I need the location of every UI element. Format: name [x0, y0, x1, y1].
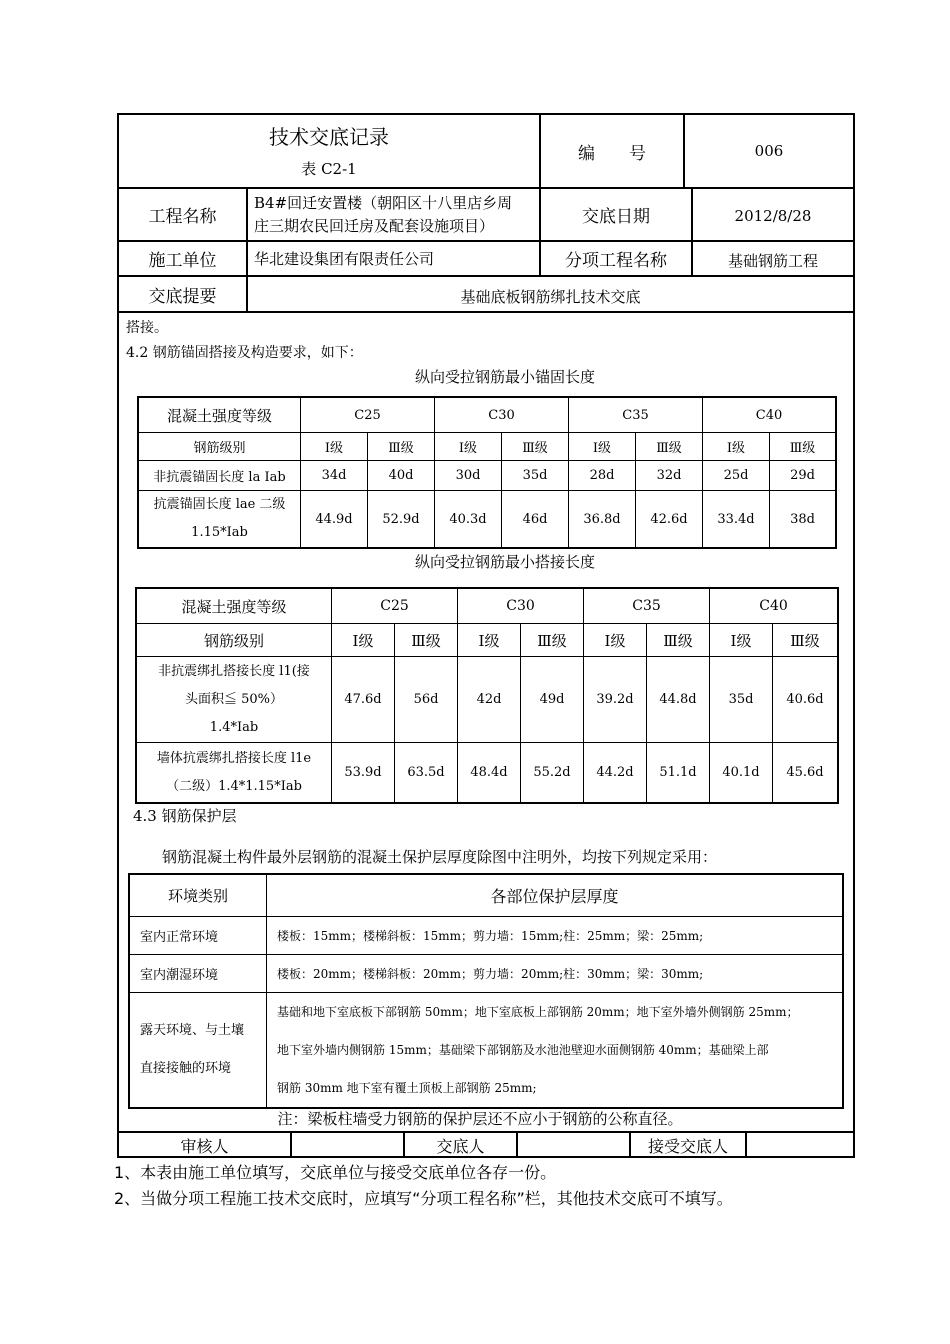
value-cell: 35d	[502, 461, 569, 491]
summary-label: 交底提要	[148, 286, 217, 307]
subitem-label: 分项工程名称	[565, 251, 667, 271]
level-cell: Ⅲ级	[395, 624, 458, 657]
value-cell: 55.2d	[521, 743, 584, 803]
value-cell: 47.6d	[332, 657, 395, 743]
row-label	[139, 491, 301, 548]
row-label	[137, 743, 332, 803]
value-cell: 39.2d	[584, 657, 647, 743]
lap-length-table	[136, 588, 838, 803]
cover-cell: 楼板：15mm；楼梯斜板：15mm；剪力墙：15mm;柱：25mm；梁：25mm;	[267, 917, 843, 955]
table-row	[130, 875, 843, 917]
level-cell: Ⅲ级	[368, 433, 435, 461]
env-cell: 室内潮湿环境	[130, 955, 267, 993]
table-row	[139, 398, 836, 433]
value-cell: 32d	[636, 461, 703, 491]
table-row	[130, 955, 843, 993]
project-name-value	[254, 192, 539, 238]
table-row	[139, 461, 836, 491]
value-cell: 36.8d	[569, 491, 636, 548]
value-cell: 44.8d	[647, 657, 710, 743]
table-header: 各部位保护层厚度	[267, 875, 843, 917]
receiver-field[interactable]	[747, 1133, 853, 1158]
project-name-line: B4#回迁安置楼（朝阳区十八里店乡周	[254, 194, 513, 212]
grade-header: C35	[584, 589, 710, 624]
table2-title: 纵向受拉钢筋最小搭接长度	[414, 552, 595, 571]
env-line: 直接接触的环境	[140, 1061, 232, 1076]
table-row	[130, 993, 843, 1108]
project-name-line: 庄三期农民回迁房及配套设施项目）	[254, 217, 495, 235]
table-row	[139, 433, 836, 461]
value-cell: 35d	[710, 657, 773, 743]
grade-header: C25	[301, 398, 435, 433]
table-row	[137, 624, 838, 657]
form-title: 技术交底记录	[269, 124, 389, 149]
cover-intro: 钢筋混凝土构件最外层钢筋的混凝土保护层厚度除图中注明外，均按下列规定采用：	[162, 848, 718, 866]
value-cell: 25d	[703, 461, 770, 491]
env-cell: 室内正常环境	[130, 917, 267, 955]
discloser-field[interactable]	[518, 1133, 629, 1158]
table-row	[139, 491, 836, 548]
level-cell: Ⅰ级	[435, 433, 502, 461]
value-cell: 40.1d	[710, 743, 773, 803]
table-header: 混凝土强度等级	[137, 589, 332, 624]
value-cell: 45.6d	[773, 743, 838, 803]
cover-line: 基础和地下室底板下部钢筋 50mm；地下室底板上部钢筋 20mm；地下室外墙外侧钢筋 25mm；	[277, 1005, 799, 1019]
level-cell: Ⅰ级	[710, 624, 773, 657]
value-cell: 28d	[569, 461, 636, 491]
footnote: 1、本表由施工单位填写，交底单位与接受交底单位各存一份。	[114, 1163, 557, 1182]
construction-unit-value: 华北建设集团有限责任公司	[254, 250, 435, 268]
value-cell: 33.4d	[703, 491, 770, 548]
table-header: 钢筋级别	[137, 624, 332, 657]
level-cell: Ⅰ级	[458, 624, 521, 657]
value-cell: 51.1d	[647, 743, 710, 803]
row-label-line: 1.15*Iab	[191, 525, 248, 540]
cover-cell	[267, 993, 843, 1108]
value-cell: 40.6d	[773, 657, 838, 743]
value-cell: 29d	[770, 461, 836, 491]
table1-title: 纵向受拉钢筋最小锚固长度	[414, 367, 595, 386]
row-label-line: 墙体抗震绑扎搭接长度 l1e	[156, 750, 312, 766]
number-label: 编 号	[578, 143, 646, 164]
level-cell: Ⅰ级	[584, 624, 647, 657]
env-cell	[130, 993, 267, 1108]
table-header: 混凝土强度等级	[139, 398, 301, 433]
value-cell: 63.5d	[395, 743, 458, 803]
value-cell: 52.9d	[368, 491, 435, 548]
row-label-line: 1.4*Iab	[209, 719, 259, 735]
note: 注：梁板柱墙受力钢筋的保护层还不应小于钢筋的公称直径。	[277, 1109, 683, 1128]
level-cell: Ⅲ级	[770, 433, 836, 461]
body-text: 4.2 钢筋锚固搭接及构造要求，如下：	[126, 345, 363, 361]
receiver-label: 接受交底人	[647, 1137, 728, 1156]
discloser-label: 交底人	[436, 1137, 485, 1156]
table-row	[137, 743, 838, 803]
reviewer-label: 审核人	[180, 1137, 229, 1156]
table-header: 钢筋级别	[139, 433, 301, 461]
value-cell: 38d	[770, 491, 836, 548]
value-cell: 42d	[458, 657, 521, 743]
table-row	[137, 589, 838, 624]
grade-header: C40	[703, 398, 836, 433]
level-cell: Ⅰ级	[332, 624, 395, 657]
table-row	[130, 917, 843, 955]
row-label	[137, 657, 332, 743]
level-cell: Ⅰ级	[569, 433, 636, 461]
value-cell: 42.6d	[636, 491, 703, 548]
value-cell: 48.4d	[458, 743, 521, 803]
value-cell: 44.9d	[301, 491, 368, 548]
number-value: 006	[754, 142, 784, 160]
construction-unit-label: 施工单位	[148, 251, 217, 271]
cover-thickness-table	[129, 874, 843, 1108]
value-cell: 30d	[435, 461, 502, 491]
table-header: 环境类别	[130, 875, 267, 917]
grade-header: C30	[458, 589, 584, 624]
form-number: 表 C2-1	[301, 159, 357, 178]
reviewer-field[interactable]	[292, 1133, 403, 1158]
value-cell: 49d	[521, 657, 584, 743]
date-label: 交底日期	[582, 207, 650, 227]
row-label-line: 非抗震绑扎搭接长度 l1(接	[158, 663, 310, 679]
value-cell: 53.9d	[332, 743, 395, 803]
table-row	[137, 657, 838, 743]
value-cell: 46d	[502, 491, 569, 548]
value-cell: 40d	[368, 461, 435, 491]
value-cell: 56d	[395, 657, 458, 743]
project-name-label: 工程名称	[148, 207, 217, 227]
level-cell: Ⅰ级	[703, 433, 770, 461]
date-value: 2012/8/28	[734, 206, 812, 225]
cover-cell: 楼板：20mm；楼梯斜板：20mm；剪力墙：20mm;柱：30mm；梁：30mm;	[267, 955, 843, 993]
row-label: 非抗震锚固长度 la Iab	[139, 461, 301, 491]
value-cell: 40.3d	[435, 491, 502, 548]
anchorage-table	[138, 397, 836, 548]
level-cell: Ⅲ级	[773, 624, 838, 657]
value-cell: 44.2d	[584, 743, 647, 803]
section-heading: 4.3 钢筋保护层	[133, 807, 237, 825]
level-cell: Ⅲ级	[502, 433, 569, 461]
row-label-line: 头面积≦ 50%）	[184, 691, 284, 707]
cover-line: 地下室外墙内侧钢筋 15mm；基础梁下部钢筋及水池池壁迎水面侧钢筋 40mm；基础梁上部	[277, 1043, 769, 1057]
level-cell: Ⅲ级	[636, 433, 703, 461]
row-label-line: （二级）1.4*1.15*Iab	[166, 778, 302, 794]
grade-header: C40	[710, 589, 838, 624]
row-label-line: 抗震锚固长度 lae 二级	[153, 497, 286, 512]
level-cell: Ⅲ级	[521, 624, 584, 657]
level-cell: Ⅲ级	[647, 624, 710, 657]
grade-header: C35	[569, 398, 703, 433]
body-text: 搭接。	[126, 320, 168, 336]
cover-line: 钢筋 30mm 地下室有覆土顶板上部钢筋 25mm;	[277, 1081, 537, 1095]
env-line: 露天环境、与土壤	[140, 1023, 245, 1038]
grade-header: C25	[332, 589, 458, 624]
grade-header: C30	[435, 398, 569, 433]
value-cell: 34d	[301, 461, 368, 491]
summary-value: 基础底板钢筋绑扎技术交底	[460, 287, 641, 306]
level-cell: Ⅰ级	[301, 433, 368, 461]
footnote: 2、当做分项工程施工技术交底时，应填写“分项工程名称”栏，其他技术交底可不填写。	[114, 1189, 733, 1208]
subitem-value: 基础钢筋工程	[727, 252, 818, 270]
